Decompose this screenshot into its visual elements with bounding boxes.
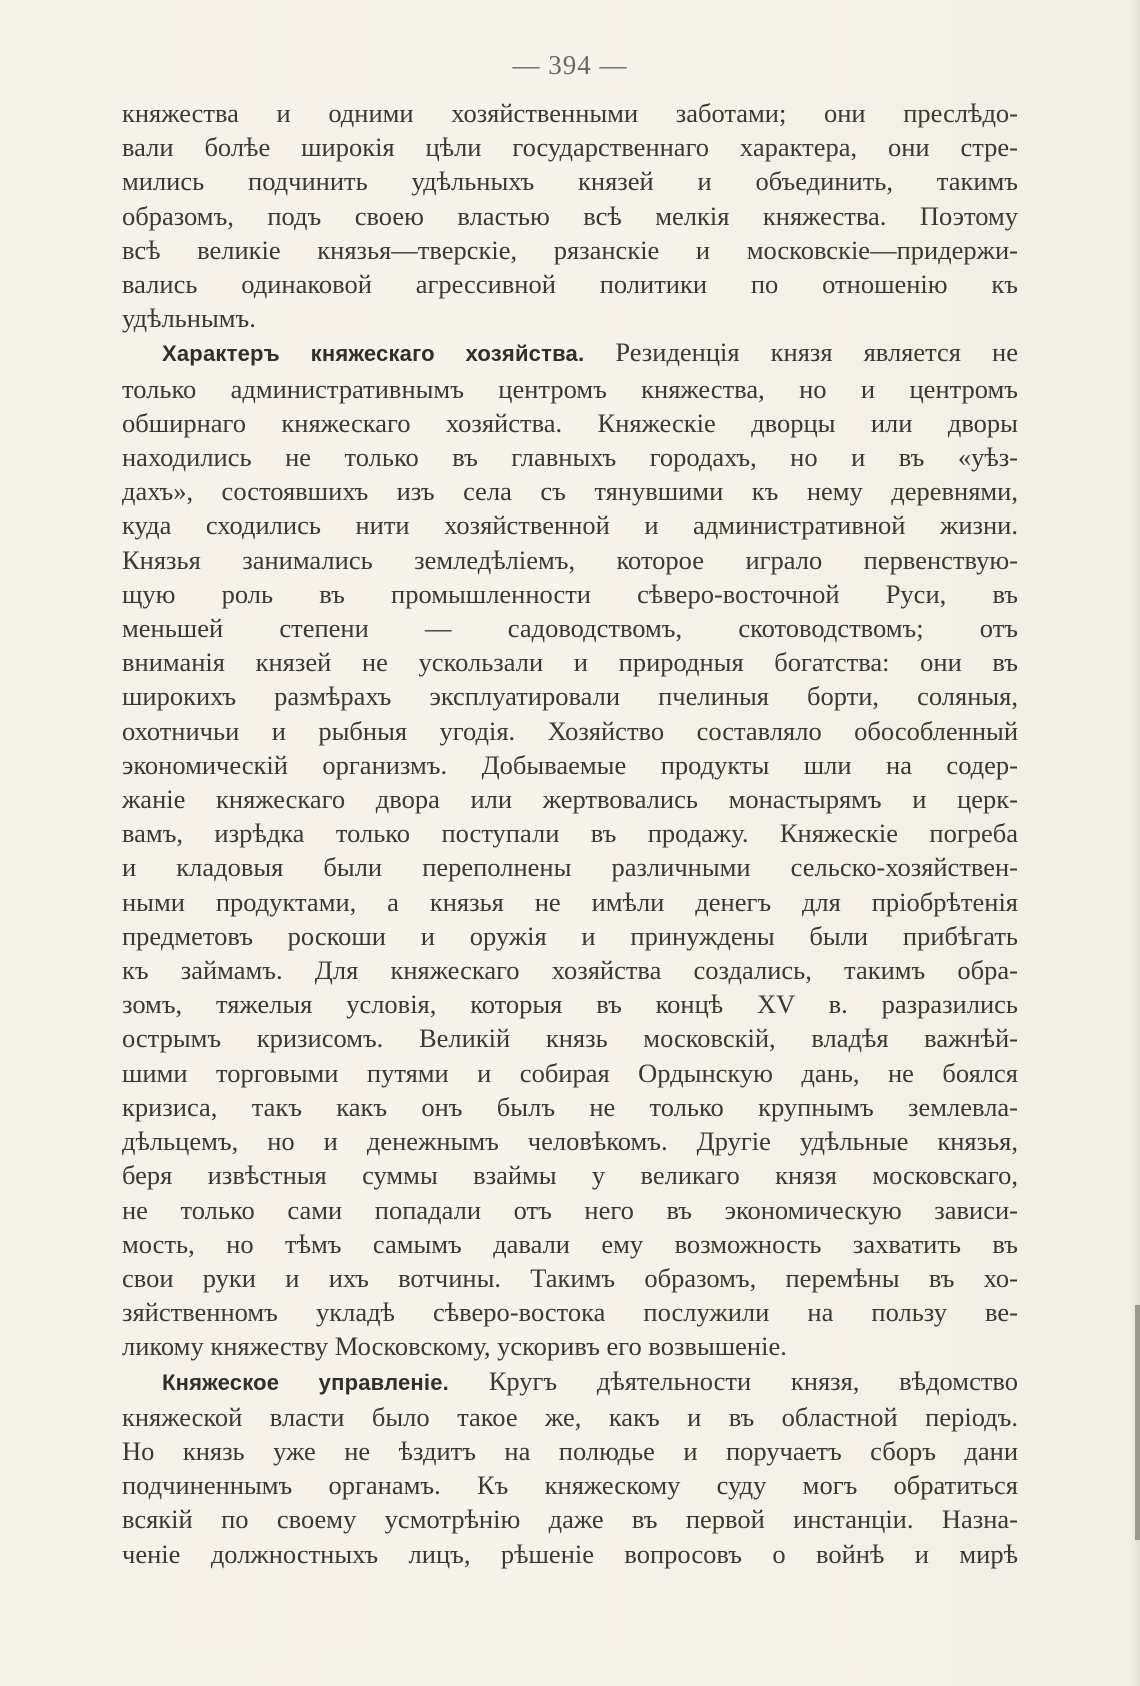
text-line: широкихъ размѣрахъ эксплуатировали пчелиныя борти, соляныя,: [122, 681, 1018, 712]
page-number: — 394 —: [512, 50, 628, 80]
text-line: свои руки и ихъ вотчины. Такимъ образомъ, перемѣны въ хо-: [122, 1262, 1018, 1293]
text-line: мились подчинить удѣльныхъ князей и объединить, такимъ: [122, 166, 1018, 197]
text-line: ными продуктами, а князья не имѣли денегъ для пріобрѣтенія: [122, 886, 1018, 917]
text-line: куда сходились нити хозяйственной и административной жизни.: [122, 510, 1018, 541]
text-line: находились не только въ главныхъ городахъ, но и въ «уѣз-: [122, 442, 1018, 473]
text-line: охотничьи и рыбныя угодія. Хозяйство составляло обособленный: [122, 715, 1018, 746]
text-line: щую роль въ промышленности сѣверо-восточной Руси, въ: [122, 578, 1018, 609]
text-line: вамъ, изрѣдка только поступали въ продажу. Княжескіе погреба: [122, 818, 1018, 849]
text-line-with-heading: [122, 335, 1018, 371]
section-heading-household: Характеръ княжескаго хозяйства.: [162, 341, 585, 367]
text-line: Кругъ дѣятельности князя, вѣдомство: [448, 1365, 1018, 1396]
text-line: вали болѣе широкія цѣли государственнаго характера, они стре-: [122, 132, 1018, 163]
text-line: жаніе княжескаго двора или жертвовались монастырямъ и церк-: [122, 784, 1018, 815]
text-line: беря извѣстныя суммы взаймы у великаго князя московскаго,: [122, 1160, 1018, 1191]
text-line: меньшей степени — садоводствомъ, скотоводствомъ; отъ: [122, 613, 1018, 644]
text-line: всякій по своему усмотрѣнію даже въ первой инстанціи. Назна-: [122, 1504, 1018, 1535]
page-text: [122, 96, 1018, 1571]
text-line: княжеской власти было такое же, какъ и въ областной періодъ.: [122, 1401, 1018, 1432]
text-line: всѣ великіе князья—тверскіе, рязанскіе и московскіе—придержи-: [122, 234, 1018, 265]
text-line: экономическій организмъ. Добываемые продукты шли на содер-: [122, 749, 1018, 780]
text-line: вниманія князей не ускользали и природныя богатства: они въ: [122, 647, 1018, 678]
text-line: вались одинаковой агрессивной политики по отношенію къ: [122, 269, 1018, 300]
text-line: мость, но тѣмъ самымъ давали ему возможность захватить въ: [122, 1228, 1018, 1259]
text-line: не только сами попадали отъ него въ экономическую зависи-: [122, 1194, 1018, 1225]
text-line: дахъ», состоявшихъ изъ села съ тянувшими къ нему деревнями,: [122, 476, 1018, 507]
text-line: обширнаго княжескаго хозяйства. Княжескіе дворцы или дворы: [122, 407, 1018, 438]
text-line: Но князь уже не ѣздитъ на полюдье и поручаетъ сборъ дани: [122, 1435, 1018, 1466]
text-line: кризиса, такъ какъ онъ былъ не только крупнымъ землевла-: [122, 1091, 1018, 1122]
text-line: удѣльнымъ.: [122, 303, 256, 334]
text-line: Резиденція князя является не: [584, 337, 1018, 368]
section-heading-administration: Княжеское управленіе.: [162, 1369, 449, 1395]
text-line-with-heading: [122, 1364, 1018, 1400]
text-line: Князья занимались земледѣліемъ, которое играло первенствую-: [122, 544, 1018, 575]
text-line: зомъ, тяжелыя условія, которыя въ концѣ XV в. разразились: [122, 989, 1018, 1020]
text-line: ченіе должностныхъ лицъ, рѣшеніе вопросовъ о войнѣ и мирѣ: [122, 1538, 1018, 1569]
text-line: шими торговыми путями и собирая Ордынскую дань, не боялся: [122, 1057, 1018, 1088]
text-line: княжества и одними хозяйственными заботами; они преслѣдо-: [122, 98, 1018, 128]
paragraph-1: [122, 96, 1018, 335]
text-line: дѣльцемъ, но и денежнымъ человѣкомъ. Другіе удѣльные князья,: [122, 1126, 1018, 1157]
page-edge-mark: [1135, 1305, 1140, 1540]
text-line: ликому княжеству Московскому, ускоривъ его возвышеніе.: [122, 1331, 787, 1362]
text-line: образомъ, подъ своею властью всѣ мелкія княжества. Поэтому: [122, 200, 1018, 231]
text-line: и кладовыя были переполнены различными сельско-хозяйствен-: [122, 852, 1018, 883]
text-line: подчиненнымъ органамъ. Къ княжескому суду могъ обратиться: [122, 1470, 1018, 1501]
text-line: только административнымъ центромъ княжества, но и центромъ: [122, 373, 1018, 404]
text-line: зяйственномъ укладѣ сѣверо-востока послужили на пользу ве-: [122, 1297, 1018, 1328]
text-line: предметовъ роскоши и оружія и принуждены были прибѣгать: [122, 920, 1018, 951]
text-line: острымъ кризисомъ. Великій князь московскій, владѣя важнѣй-: [122, 1023, 1018, 1054]
paragraph-3: [122, 1364, 1018, 1571]
paragraph-2: [122, 335, 1018, 1363]
text-line: къ займамъ. Для княжескаго хозяйства создались, такимъ обра-: [122, 955, 1018, 986]
